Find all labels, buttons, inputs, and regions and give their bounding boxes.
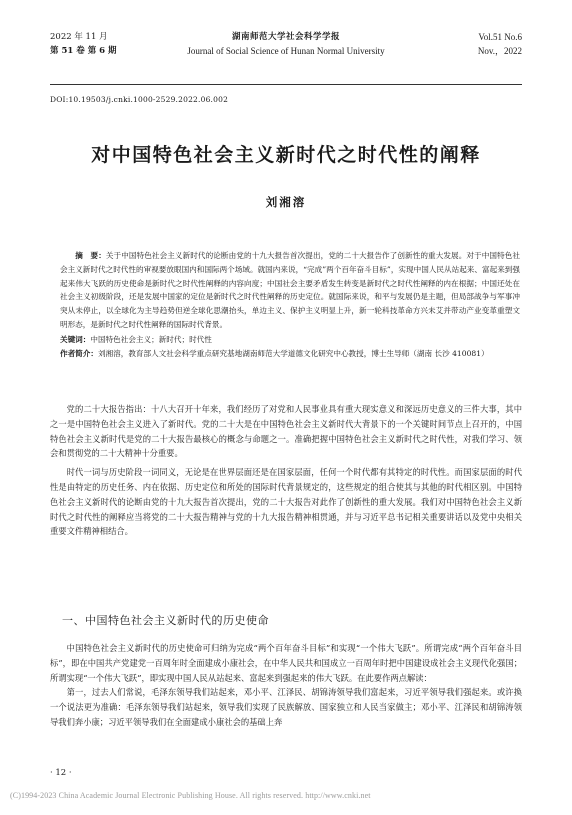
header-journal-en: Journal of Social Science of Hunan Normal University [187,46,385,56]
header-month: Nov.，2022 [477,46,522,56]
abstract-block [60,249,520,360]
keywords [60,333,520,347]
body-paragraph-1: 党的二十大报告指出：十八大召开十年来，我们经历了对党和人民事业具有重大现实意义和深远历史意义的三件大事，其中之一是中国特色社会主义进入了新时代。党的二十大是在中国特色社会主义新时代大背景下的一个关键时间节点上召开的，中国特色社会主义新时代是党的二十大报告最核心的概念与命题之一。准确把握中国特色社会主义新时代之时代性，对我们学习、领会和贯彻党的二十大精神十分重要。 [50,404,522,459]
abstract-text: 关于中国特色社会主义新时代的论断由党的十九大报告首次提出，党的二十大报告作了创新性的重大发展。对于中国特色社会主义新时代之时代性的审视要放眼国内和国际两个场域。就国内来说，“完成”两个百年奋斗目标”，实现中国人民从站起来、富起来到强起来伟大飞跃的历史使命是新时代之时代性阐释的内容向度；中国社会主要矛盾发生转变是新时代之时代性阐释的内在根据；中国还处在社会主义初级阶段，还是发展中国家的定位是新时代之时代性阐释的历史定位。就国际来说，和平与发展仍是主题，但局部战争与军事冲突从未停止，以全球化为主导趋势但逆全球化思潮抬头，单边主义、保护主义明显上升，新一轮科技革命方兴未艾并带动产业变革重塑文明形态，是新时代之时代性阐释的国际时代背景。 [60,251,520,329]
author-info [60,347,520,361]
header-volume: Vol.51 No.6 [478,32,522,42]
page-number: · 12 · [50,768,72,778]
section1-body [50,641,522,730]
article-author: 刘湘溶 [265,195,307,209]
intro-body [50,402,522,539]
keywords-text: 中国特色社会主义；新时代；时代性 [90,334,212,344]
body-paragraph-2: 时代一词与历史阶段一词同义，无论是在世界层面还是在国家层面，任何一个时代都有其特定的时代性。而国家层面的时代性是由特定的历史任务、内在依据、历史定位和所处的国际时代背景规定的，这些规定的组合使其与其他的时代相区别。中国特色社会主义新时代的论断由党的十九大报告首次提出，党的二十大报告对此作了创新性的重大发展。我们对中国特色社会主义新时代之时代性的阐释应当将党的二十大报告精神与党的十九大报告精神相贯通，并与习近平总书记相关重要讲话以及党中央相关重要文件精神相结合。 [50,467,522,537]
author-info-text: 刘湘溶，教育部人文社会科学重点研究基地湖南师范大学道德文化研究中心教授，博士生导师（湖南 长沙 410081） [97,348,489,358]
header-center [50,30,522,58]
running-header [50,30,522,70]
section1-paragraph-1: 中国特色社会主义新时代的历史使命可归纳为完成“两个百年奋斗目标”和实现“一个伟大飞跃”。所谓完成“两个百年奋斗目标”，即在中国共产党建党一百周年时全面建成小康社会，在中华人民共和国成立一百周年时把中国建设成社会主义现代化强国；所谓实现“一个伟大飞跃”，即实现中国人民从站起来、富起来到强起来的伟大飞跃。在此要作两点解读： [50,643,522,683]
section-heading-1: 一、中国特色社会主义新时代的历史使命 [62,614,269,627]
header-rule [50,84,522,85]
header-date: 2022 年 11 月 [50,32,108,42]
header-right [478,30,522,58]
abstract [60,249,520,332]
abstract-label: 摘 要： [75,251,106,260]
section1-paragraph-2: 第一，过去人们常说，毛泽东领导我们站起来，邓小平、江泽民、胡锦涛领导我们富起来，习近平领导我们强起来。或许换一个说法更为准确：毛泽东领导我们站起来，领导我们实现了民族解放、国家独立和人民当家做主；邓小平、江泽民和胡锦涛领导我们奔小康；习近平领导我们在全面建成小康社会的基础上奔 [50,687,522,727]
keywords-label: 关键词： [60,334,91,344]
author-info-label: 作者简介： [60,348,98,358]
header-journal-zh: 湖南师范大学社会科学学报 [231,32,340,42]
doi-line: DOI:10.19503/j.cnki.1000-2529.2022.06.002 [50,95,229,104]
article-title: 对中国特色社会主义新时代之时代性的阐释 [91,144,481,166]
copyright-footer: (C)1994-2023 China Academic Journal Electronic Publishing House. All rights reserved. http://www.cnki.net [10,791,371,800]
header-issue: 第 51 卷 第 6 期 [50,46,117,56]
